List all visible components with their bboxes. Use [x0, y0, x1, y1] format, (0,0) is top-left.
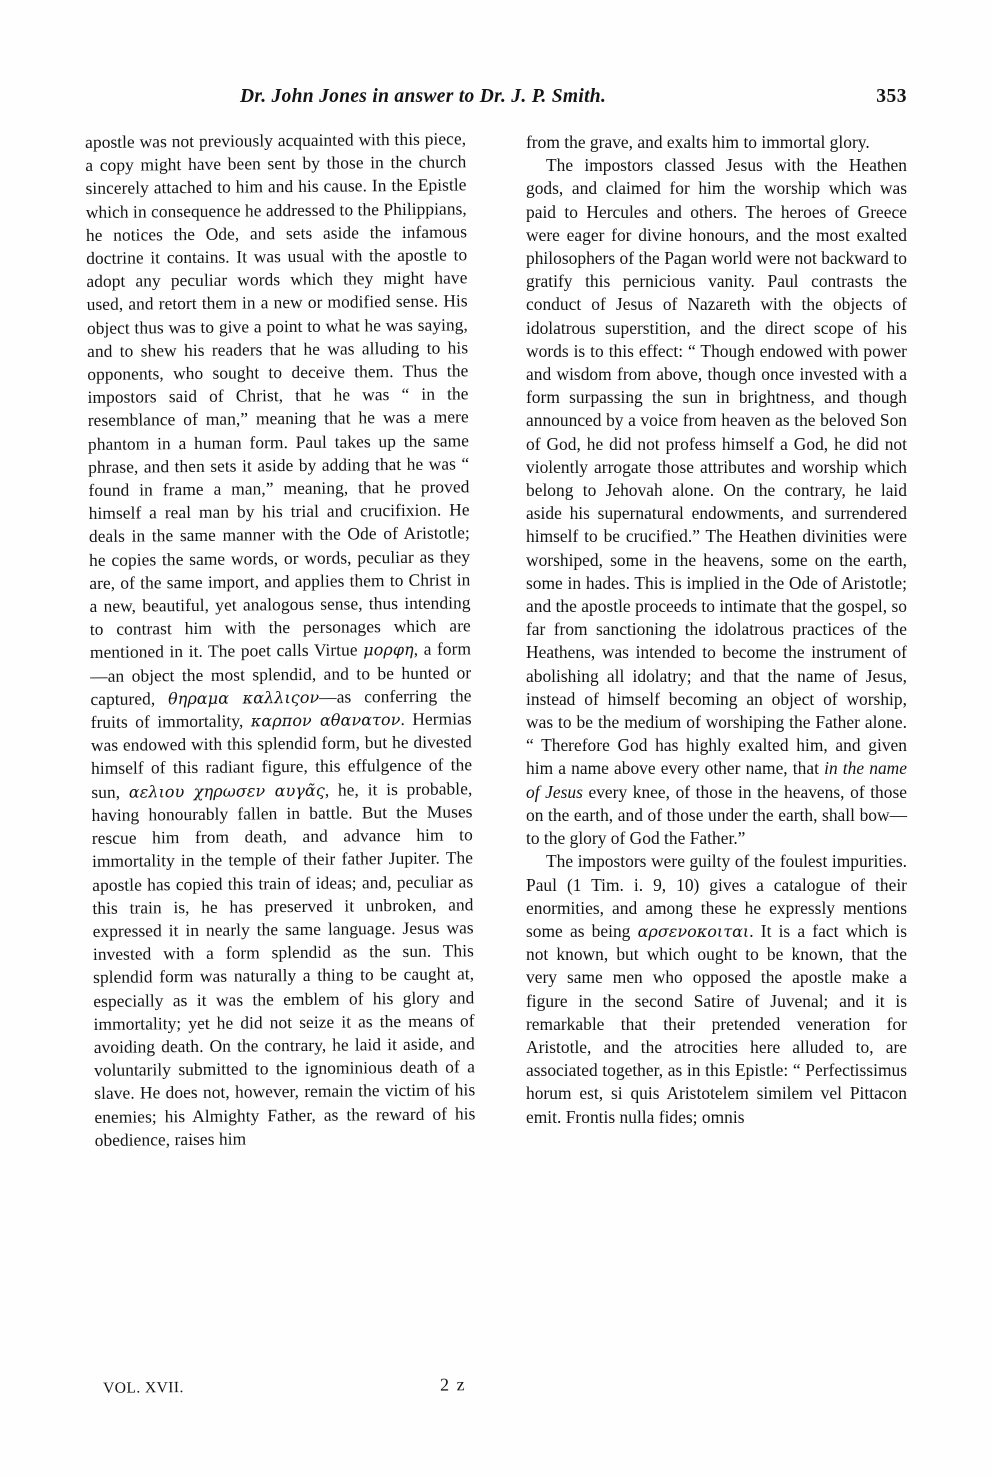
page-footer	[85, 1376, 466, 1404]
paragraph: apostle was not previously acquainted with this piece, a copy might have been sent by those in the church sincerely attached to him and his cause. In the Epistle which in consequence he addressed to the Philippians, he notices the Ode, and sets aside the infamous doctrine it contains. It was usual with the apostle to adopt any peculiar words which they might have used, and retort them in a new or modified sense. His object thus was to give a point to what he was saying, and to shew his readers that he was alluding to his opponents, who sought to deceive them. Thus the impostors said of Christ, that he was “ in the resemblance of man,” meaning that he was a mere phantom in a human form. Paul takes up the same phrase, and then sets it aside by adding that he was “ found in frame a man,” meaning, that he proved himself a real man by his trial and crucifixion. He deals in the same manner with the Ode of Aristotle; he copies the same words, or words, peculiar as they are, of the same import, and applies them to Christ in a new, beautiful, yet analogous sense, thus intending to contrast him with the personages which are mentioned in it. The poet calls Virtue μορφη, a form—an object the most splendid, and to be hunted or captured, θηραμα καλλιςον—as conferring the fruits of immortality, καρπον αθανατον. Hermias was endowed with this splendid form, but he divested himself of this radiant figure, this effulgence of the sun, αελιου χηρωσεν αυγᾶς, he, it is probable, having honourably fallen in battle. But the Muses rescue him from death, and advance him to immortality in the temple of their father Jupiter. The apostle has copied this train of ideas; and, peculiar as this train is, he has preserved it unbroken, and expressed it in nearly the same language. Jesus was invested with a form splendid as the sun. This splendid form was naturally a thing to be caught at, especially as it was the emblem of his glory and immortality; yet he did not seize it as the means of avoiding death. On the contrary, he laid it aside, and voluntarily submitted to the ignominious death of a slave. He does not, however, remain the victim of his enemies; his Almighty Father, as the reward of his obedience, raises him	[85, 128, 476, 1150]
paragraph: The impostors were guilty of the foulest impurities. Paul (1 Tim. i. 9, 10) gives a catalogue of their enormities, and among these he expressly mentions some as being αρσενοκοιται. It is a fact which is not known, but which ought to be known, that the very same men who opposed the apostle make a figure in the second Satire of Juvenal; and it is remarkable that their pretended veneration for Aristotle, and the atrocities here alluded to, are associated together, as in this Epistle: “ Perfectissimus horum est, si quis Aristotelem similem vel Pittacon emit. Frontis nulla fides; omnis	[526, 851, 908, 1127]
page-number: 353	[876, 86, 907, 107]
paragraph: from the grave, and exalts him to immortal glory.	[526, 132, 870, 152]
column-left	[85, 127, 476, 1152]
volume-label: VOL. XVII.	[102, 1379, 184, 1397]
running-head	[85, 86, 907, 116]
running-head-title: Dr. John Jones in answer to Dr. J. P. Smith.	[240, 86, 607, 107]
column-right	[526, 131, 907, 1129]
signature-mark: 2 z	[439, 1374, 467, 1395]
scripture-quote-italic: in the name of Jesus	[526, 758, 907, 802]
paragraph: The impostors classed Jesus with the Heathen gods, and claimed for him the worship which was paid to Hercules and others. The heroes of Greece were eager for divine honours, and the most exalted philosophers of the Pagan world were not backward to gratify this pernicious vanity. Paul contrasts the conduct of Jesus of Nazareth with the objects of idolatrous superstition, and the direct scope of his words is to this effect: “ Though endowed with power and wisdom from above, though once invested with a form surpassing the sun in brightness, and though announced by a voice from heaven as the beloved Son of God, he did not profess himself a God, he did not violently arrogate those attributes and worship which belong to Jehovah alone. On the contrary, he laid aside his supernatural endowments, and surrendered himself to be crucified.” The Heathen divinities were worshiped, some in the heavens, some on the earth, some in hades. This is implied in the Ode of Aristotle; and the apostle proceeds to intimate that the gospel, so far from sanctioning the idolatrous practices of the Heathens, was intended to become the instrument of abolishing all idolatry; and that the name of Jesus, instead of himself becoming an object of worship, was to be the medium of worshiping the Father alone. “ Therefore God has highly exalted him, and given him a name above every other name, that in the name of Jesus every knee, of those in the heavens, of those on the earth, and of those under the earth, shall bow—to the glory of God the Father.”	[526, 155, 908, 849]
